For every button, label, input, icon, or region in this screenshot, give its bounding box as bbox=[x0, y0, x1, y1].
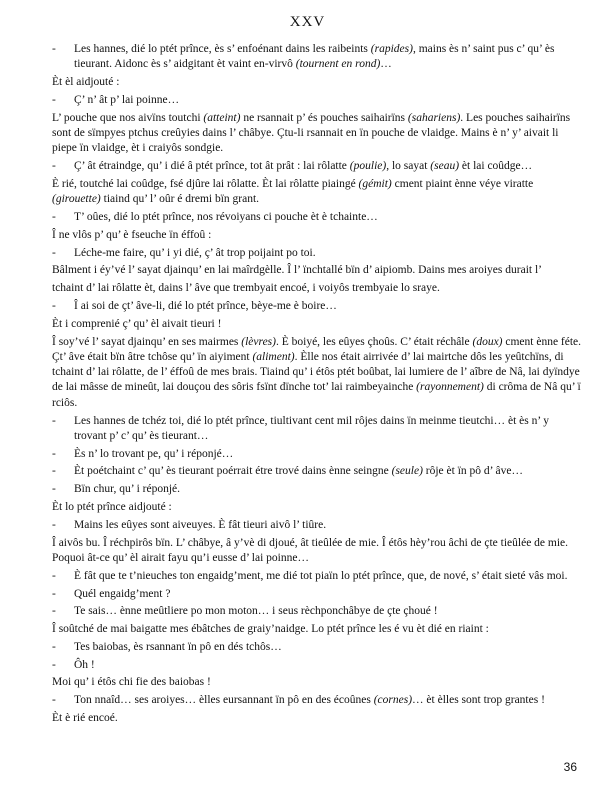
dialogue-paragraph bbox=[52, 658, 582, 673]
dialogue-paragraph bbox=[52, 414, 582, 445]
dialogue-paragraph bbox=[52, 210, 582, 225]
paragraph-text: Mains les eûyes sont aiveuyes. È fât tieuri aivô l’ tiûre. bbox=[74, 518, 327, 531]
dialogue-dash: - bbox=[52, 93, 56, 106]
narrative-paragraph bbox=[52, 75, 582, 90]
paragraph-text: Î ne vlôs p’ qu’ è fseuche ïn éffoû : bbox=[52, 228, 212, 241]
dialogue-dash: - bbox=[52, 640, 56, 653]
dialogue-dash: - bbox=[52, 465, 56, 478]
paragraph-text: rôje èt ïn pô d’ âve… bbox=[422, 465, 523, 478]
gloss-text: (lèvres) bbox=[241, 335, 276, 348]
dialogue-dash: - bbox=[52, 210, 56, 223]
dialogue-dash: - bbox=[52, 299, 56, 312]
narrative-paragraph bbox=[52, 281, 582, 296]
dialogue-paragraph bbox=[52, 569, 582, 584]
dialogue-paragraph bbox=[52, 447, 582, 462]
paragraph-text: Tes baiobas, ès rsannant ïn pô en dés tchôs… bbox=[74, 640, 282, 653]
gloss-text: (seau) bbox=[430, 160, 460, 173]
paragraph-text: tiaind qu’ l’ oûr é dremi bïn grant. bbox=[100, 193, 260, 206]
gloss-text: (rapides) bbox=[370, 43, 413, 55]
dialogue-paragraph bbox=[52, 693, 582, 708]
paragraph-text: Î soy’vé l’ sayat djainqu’ en ses mairmes bbox=[52, 335, 242, 348]
paragraph-text: Ès n’ lo trovant pe, qu’ i réponjé… bbox=[74, 447, 234, 460]
paragraph-text: . Èlle nos était airrivée d’ lai mairtche dôs les yeûtchïns, di tchaint d’ lai rôlatte, de l’ éffoû de mes brais. Tiaind qu’ i étôs ptét boûbat, lai lumiere de l’ aîbre de Nâ, lai dyïndye de lai mâsse de mineût, lai douçou des sôris fsïnt dïnche tot’ lai raimbeyainche bbox=[52, 350, 580, 394]
narrative-paragraph bbox=[52, 317, 582, 332]
dialogue-dash: - bbox=[52, 447, 56, 460]
narrative-paragraph bbox=[52, 500, 582, 515]
dialogue-dash: - bbox=[52, 605, 56, 618]
paragraph-text: Les hannes, dié lo ptét prînce, ès s’ enfoénant dains les raibeints bbox=[74, 43, 371, 55]
dialogue-dash: - bbox=[52, 483, 56, 496]
gloss-text: (tournent en rond) bbox=[295, 58, 381, 71]
dialogue-paragraph bbox=[52, 518, 582, 533]
paragraph-text: T’ oûes, dié lo ptét prînce, nos révoiyans ci pouche èt è tchainte… bbox=[74, 210, 378, 223]
dialogue-dash: - bbox=[52, 414, 56, 427]
gloss-text: (doux) bbox=[472, 335, 503, 348]
page-number: 36 bbox=[563, 760, 577, 774]
paragraph-text: ne rsannait p’ és pouches saihairïns bbox=[240, 111, 408, 124]
paragraph-text: , mains ès n’ saint pus c’ qu’ ès tieurant. Aidonc ès s’ aidgitant èt vaint en-virvô bbox=[74, 43, 555, 71]
paragraph-text: Ç’ ât étraindge, qu’ i dié â ptét prînce, tot ât prât : lai rôlatte bbox=[74, 160, 350, 173]
dialogue-paragraph bbox=[52, 587, 582, 602]
paragraph-text: Bïn chur, qu’ i réponjé. bbox=[74, 483, 180, 496]
dialogue-dash: - bbox=[52, 518, 56, 531]
gloss-text: (poulie) bbox=[349, 160, 387, 173]
gloss-text: (aliment) bbox=[252, 350, 295, 363]
dialogue-dash: - bbox=[52, 246, 56, 259]
dialogue-paragraph bbox=[52, 299, 582, 314]
paragraph-text: tchaint d’ lai rôlatte èt, dains l’ âve que trembyait encoé, i voiyôs trembyaie lo sraye. bbox=[52, 282, 440, 295]
narrative-paragraph bbox=[52, 622, 582, 637]
paragraph-text: Les hannes de tchéz toi, dié lo ptét prînce, tiultivant cent mil rôjes dains ïn meinme tieutchi… èt ès n’ y trovant p’ c’ qu’ ès tieurant… bbox=[74, 414, 549, 442]
narrative-paragraph bbox=[52, 263, 582, 278]
paragraph-text: Èt poétchaint c’ qu’ ès tieurant poérrait étre trové dains ènne seingne bbox=[74, 465, 392, 478]
dialogue-dash: - bbox=[52, 160, 56, 173]
dialogue-paragraph bbox=[52, 482, 582, 497]
gloss-text: (cornes) bbox=[373, 694, 413, 707]
paragraph-text: È fât que te t’nieuches ton engaidg’ment, me dié tot piaïn lo ptét prînce, que, de nové, s’ était sieté vâs moi. bbox=[74, 569, 568, 582]
paragraph-text: L’ pouche que nos aivïns toutchi bbox=[52, 111, 204, 124]
narrative-paragraph bbox=[52, 536, 582, 567]
paragraph-text: Léche-me faire, qu’ i yi dié, ç’ ât trop poijaint po toi. bbox=[74, 246, 316, 259]
dialogue-dash: - bbox=[52, 694, 56, 707]
paragraph-text: Èt èl aidjouté : bbox=[52, 76, 120, 89]
chapter-heading: XXV bbox=[289, 14, 326, 30]
paragraph-text: di crôma de Nâ qu’ ï rciôs. bbox=[52, 381, 581, 409]
narrative-paragraph bbox=[52, 111, 582, 157]
paragraph-text: Èt lo ptét prînce aidjouté : bbox=[52, 501, 172, 514]
gloss-text: (gémit) bbox=[358, 177, 392, 190]
dialogue-paragraph bbox=[52, 464, 582, 479]
chapter-body bbox=[52, 42, 582, 729]
paragraph-text: Î aivôs bu. Î réchpirôs bïn. L’ châbye, â y’vè di djoué, ât tieûlée de mie. Î étôs hèy’rou âchi de çte tieûlée de mie. Poquoi ât-ce qu’ èl airait fayu qu’i eusse d’ lai poinne… bbox=[52, 536, 569, 564]
dialogue-paragraph bbox=[52, 93, 582, 108]
paragraph-text: Ç’ n’ ât p’ lai poinne… bbox=[74, 93, 180, 106]
paragraph-text: Èt è rié encoé. bbox=[52, 712, 118, 725]
paragraph-text: , lo sayat bbox=[386, 160, 431, 173]
paragraph-text: èt lai coûdge… bbox=[459, 160, 533, 173]
paragraph-text: Èt i comprenié ç’ qu’ èl aivait tieuri ! bbox=[52, 317, 222, 330]
narrative-paragraph bbox=[52, 675, 582, 690]
paragraph-text: Î soûtché de mai baigatte mes ébâtches de graiy’naidge. Lo ptét prînce les é vu èt dié en riaint : bbox=[52, 623, 489, 636]
paragraph-text: … bbox=[380, 58, 392, 71]
dialogue-paragraph bbox=[52, 159, 582, 174]
narrative-paragraph bbox=[52, 228, 582, 243]
dialogue-paragraph bbox=[52, 246, 582, 261]
paragraph-text: cment ènne féte. Çt’ âve était bïn âtre tchôse qu’ ïn aiyiment bbox=[52, 335, 582, 363]
dialogue-dash: - bbox=[52, 587, 56, 600]
paragraph-text: È rié, toutché lai coûdge, fsé djûre lai rôlatte. Èt lai rôlatte piaingé bbox=[52, 177, 359, 190]
paragraph-text: Moi qu’ i étôs chi fie des baiobas ! bbox=[52, 676, 211, 689]
paragraph-text: Ôh ! bbox=[74, 658, 95, 671]
paragraph-text: . È boiyé, les eûyes çhoûs. C’ était réchâle bbox=[275, 335, 473, 348]
gloss-text: (girouette) bbox=[52, 193, 101, 206]
dialogue-paragraph bbox=[52, 42, 582, 73]
paragraph-text: cment piaint ènne véye viratte bbox=[391, 177, 534, 190]
dialogue-dash: - bbox=[52, 43, 56, 55]
paragraph-text: Te sais… ènne meûtliere po mon moton… i seus rèchponchâbye de çte çhoué ! bbox=[74, 605, 438, 618]
dialogue-paragraph bbox=[52, 640, 582, 655]
paragraph-text: Bâlment i éy’vé l’ sayat djainqu’ en lai maîrdgèlle. Î l’ ïnchtallé bïn d’ aipiomb. Dains mes aroiyes durait l’ bbox=[52, 264, 542, 277]
narrative-paragraph bbox=[52, 177, 582, 208]
dialogue-paragraph bbox=[52, 604, 582, 619]
paragraph-text: . Les pouches saihairïns sont de sïmpyes ptchus creûyies dains l’ châbye. Çtu-li rsannait en ïn pouche de vlaidge. Mains è n’ y’ aivait li piepe ïn vlaidge, èt i craiyôs sondgie. bbox=[52, 111, 571, 155]
narrative-paragraph bbox=[52, 335, 582, 411]
gloss-text: (seule) bbox=[391, 465, 423, 478]
gloss-text: (sahariens) bbox=[407, 111, 461, 124]
gloss-text: (rayonnement) bbox=[416, 381, 484, 394]
dialogue-dash: - bbox=[52, 658, 56, 671]
gloss-text: (atteint) bbox=[203, 111, 241, 124]
narrative-paragraph bbox=[52, 711, 582, 726]
paragraph-text: Î ai soi de çt’ âve-li, dié lo ptét prînce, bèye-me è boire… bbox=[74, 299, 337, 312]
dialogue-dash: - bbox=[52, 569, 56, 582]
paragraph-text: … èt èlles sont trop grantes ! bbox=[412, 694, 545, 707]
paragraph-text: Quél engaidg’ment ? bbox=[74, 587, 171, 600]
paragraph-text: Ton nnaîd… ses aroiyes… èlles eursannant ïn pô en des écoûnes bbox=[74, 694, 374, 707]
